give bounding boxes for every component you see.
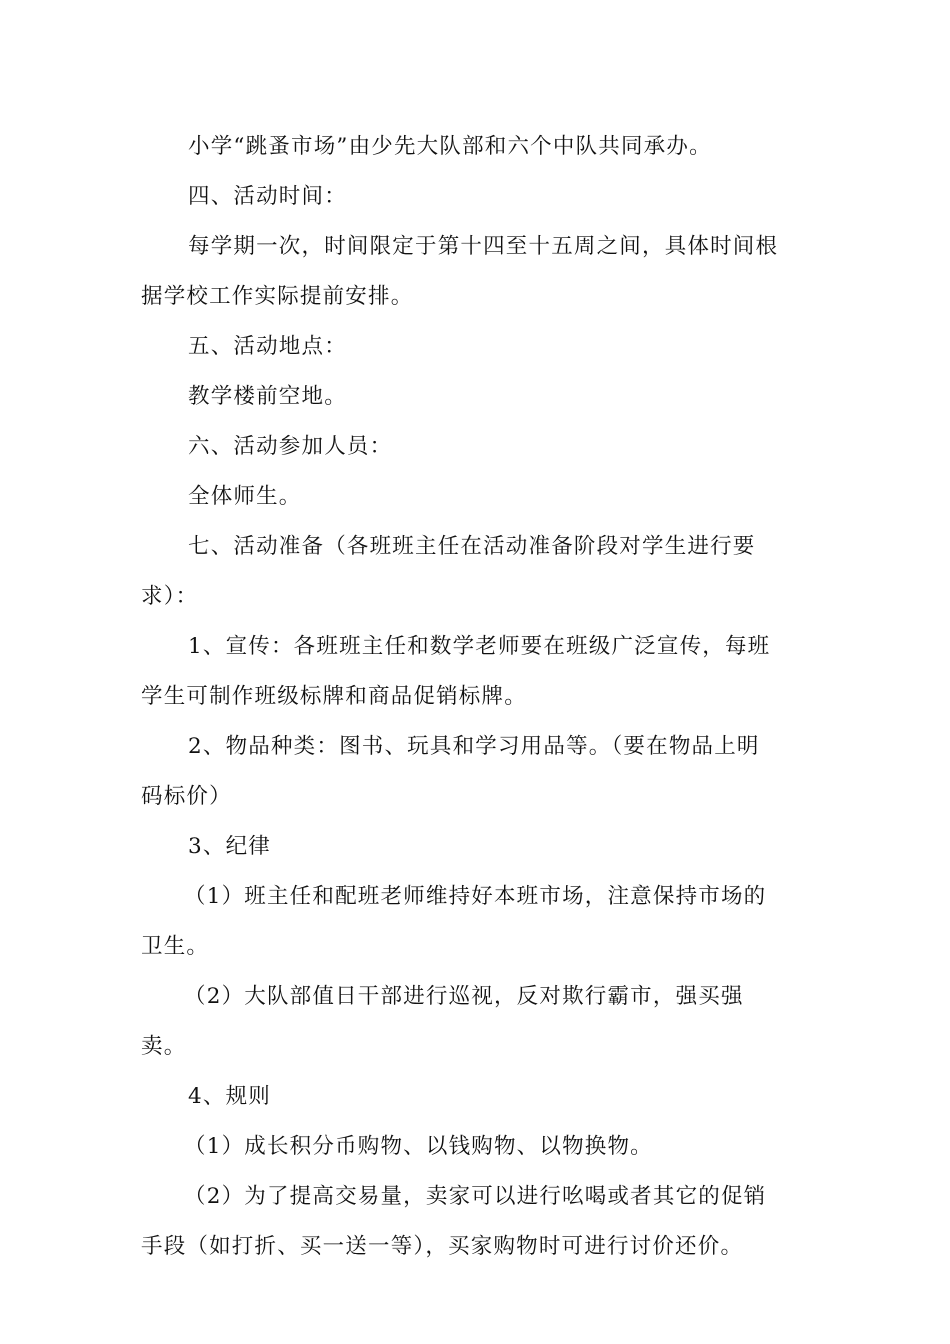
paragraph-activity-location: 教学楼前空地。	[188, 384, 347, 409]
heading-rules: 4、规则	[188, 1084, 271, 1109]
paragraph-item-types: 2、物品种类：图书、玩具和学习用品等。（要在物品上明码标价）	[141, 734, 760, 809]
paragraph-rules-2: （2）为了提高交易量，卖家可以进行吆喝或者其它的促销手段（如打折、买一送一等），买家购物时可进行讨价还价。	[141, 1184, 767, 1259]
heading-participants: 六、活动参加人员：	[188, 434, 393, 459]
heading-activity-time: 四、活动时间：	[188, 184, 347, 209]
paragraph-publicity: 1、宣传：各班班主任和数学老师要在班级广泛宣传，每班学生可制作班级标牌和商品促销标牌。	[141, 634, 771, 709]
paragraph-discipline-2: （2）大队部值日干部进行巡视，反对欺行霸市，强买强卖。	[141, 984, 744, 1059]
heading-activity-location: 五、活动地点：	[188, 334, 347, 359]
paragraph-activity-time: 每学期一次，时间限定于第十四至十五周之间，具体时间根据学校工作实际提前安排。	[141, 234, 779, 309]
heading-preparation: 七、活动准备（各班班主任在活动准备阶段对学生进行要求）：	[141, 534, 756, 609]
paragraph-organizer: 小学“跳蚤市场”由少先大队部和六个中队共同承办。	[188, 134, 712, 159]
paragraph-discipline-1: （1）班主任和配班老师维持好本班市场，注意保持市场的卫生。	[141, 884, 767, 959]
paragraph-rules-1: （1）成长积分币购物、以钱购物、以物换物。	[184, 1134, 653, 1159]
heading-discipline: 3、纪律	[188, 834, 271, 859]
document-body	[141, 122, 781, 1272]
paragraph-participants: 全体师生。	[188, 484, 302, 509]
